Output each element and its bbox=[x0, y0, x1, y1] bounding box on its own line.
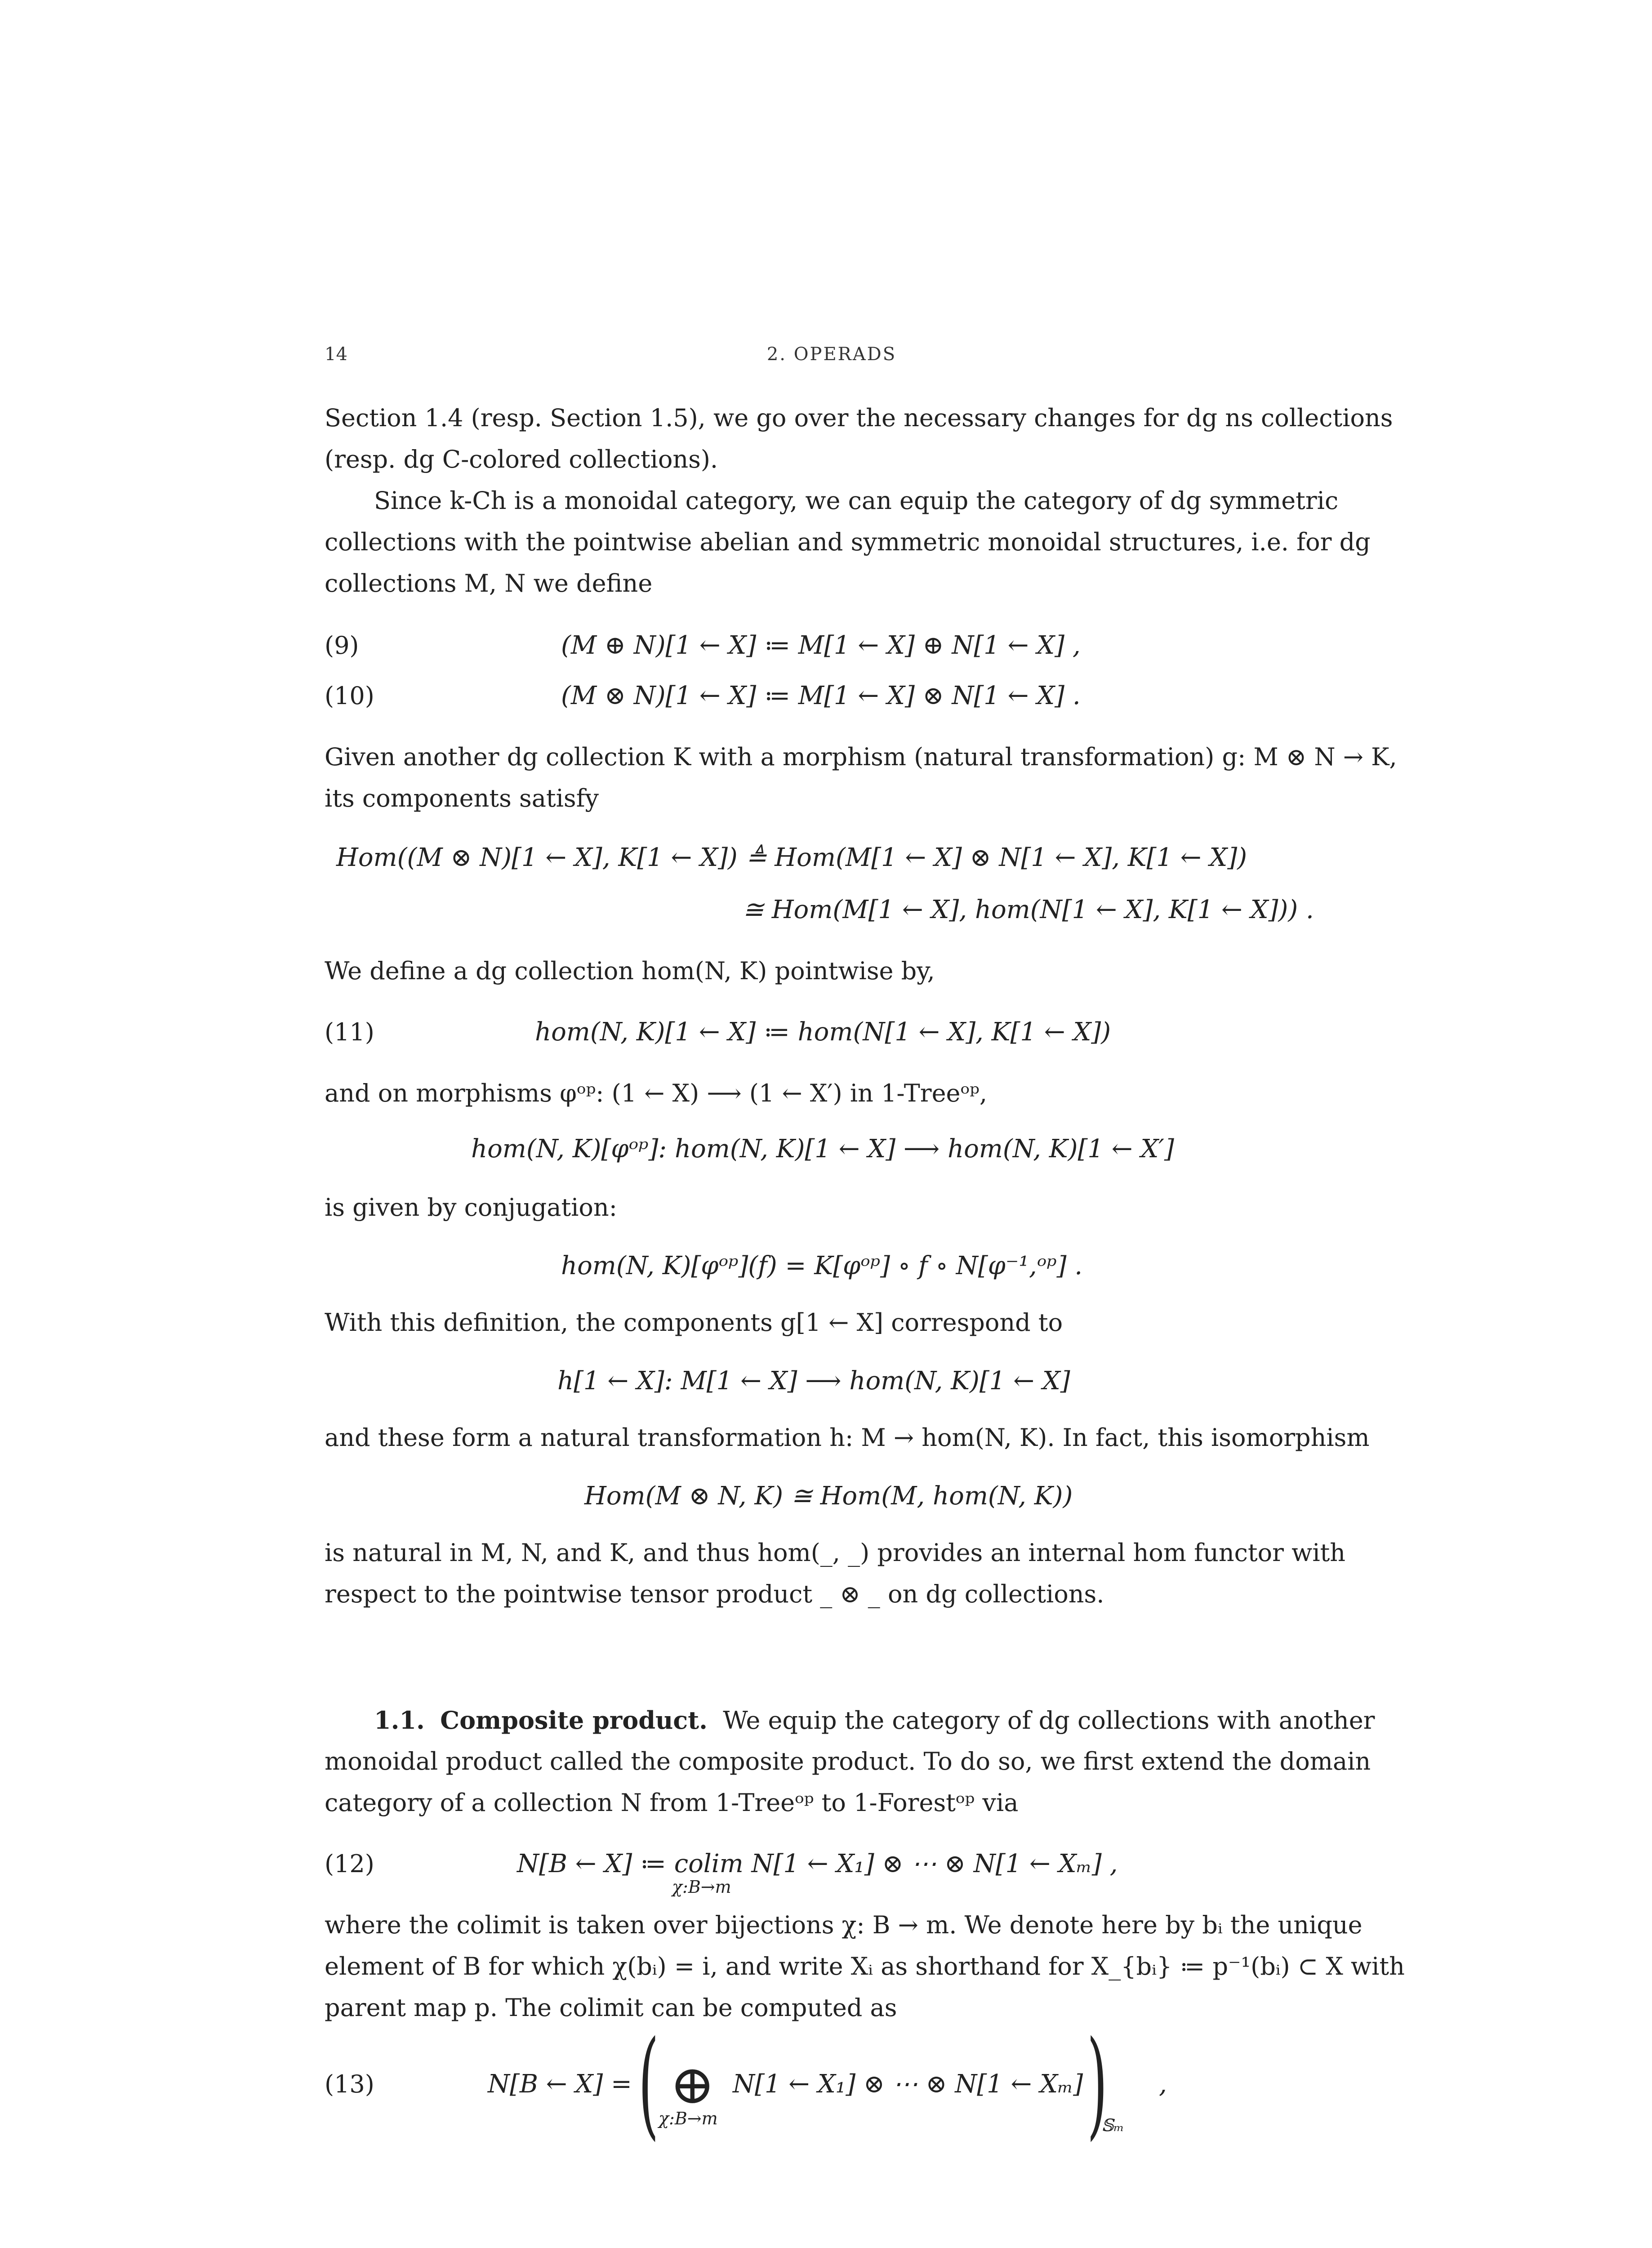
paragraph-line: With this definition, the components g[1 ← X] correspond to bbox=[325, 1308, 1063, 1337]
paragraph-line: category of a collection N from 1-Treeᵒᵖ to 1-Forestᵒᵖ via bbox=[325, 1789, 1019, 1817]
page-number: 14 bbox=[325, 344, 347, 365]
equation-label: (13) bbox=[325, 2070, 374, 2098]
equation-9: (M ⊕ N)[1 ← X] ≔ M[1 ← X] ⊕ N[1 ← X] , bbox=[561, 631, 1081, 660]
equation-13-comma: , bbox=[1159, 2070, 1167, 2099]
section-heading bbox=[374, 1699, 1375, 1741]
right-paren: ) bbox=[1087, 2016, 1108, 2152]
paragraph-line: and these form a natural transformation h: M → hom(N, K). In fact, this isomorphism bbox=[325, 1423, 1370, 1452]
hom-equation-line-1: Hom((M ⊗ N)[1 ← X], K[1 ← X]) ≜ Hom(M[1 ← X] ⊗ N[1 ← X], K[1 ← X]) bbox=[336, 843, 1247, 872]
equation-12: N[B ← X] ≔ colim N[1 ← X₁] ⊗ ⋯ ⊗ N[1 ← Xₘ] , bbox=[517, 1849, 1118, 1878]
equation-label: (12) bbox=[325, 1850, 374, 1878]
quotient-subscript: 𝕊ₘ bbox=[1101, 2115, 1124, 2135]
h-map: h[1 ← X]: M[1 ← X] ⟶ hom(N, K)[1 ← X] bbox=[557, 1366, 1070, 1396]
paragraph-line: collections with the pointwise abelian and symmetric monoidal structures, i.e. for dg bbox=[325, 528, 1371, 556]
paragraph-line: collections M, N we define bbox=[325, 569, 653, 598]
section-title: Composite product. bbox=[440, 1706, 708, 1735]
equation-label: (9) bbox=[325, 631, 359, 660]
paragraph-line: is given by conjugation: bbox=[325, 1193, 617, 1222]
direct-sum-symbol: ⊕ bbox=[670, 2054, 715, 2116]
left-paren: ( bbox=[638, 2016, 659, 2152]
paragraph-line: Given another dg collection K with a morphism (natural transformation) g: M ⊗ N → K, bbox=[325, 743, 1397, 771]
equation-13-body: N[1 ← X₁] ⊗ ⋯ ⊗ N[1 ← Xₘ] bbox=[733, 2070, 1083, 2099]
hom-equation-line-2: ≅ Hom(M[1 ← X], hom(N[1 ← X], K[1 ← X])) . bbox=[743, 895, 1314, 924]
paragraph-line: element of B for which χ(bᵢ) = i, and write Xᵢ as shorthand for X_{bᵢ} ≔ p⁻¹(bᵢ) ⊂ X with bbox=[325, 1952, 1405, 1980]
paragraph-line: Since k-Ch is a monoidal category, we can equip the category of dg symmetric bbox=[374, 486, 1339, 515]
conjugation-formula: hom(N, K)[φᵒᵖ](f) = K[φᵒᵖ] ∘ f ∘ N[φ⁻¹,ᵒᵖ] . bbox=[561, 1251, 1083, 1280]
running-header: 2. OPERADS bbox=[766, 344, 897, 365]
equation-13-lhs: N[B ← X] = bbox=[488, 2070, 632, 2099]
paragraph-line: (resp. dg C-colored collections). bbox=[325, 445, 718, 473]
paragraph-line: We define a dg collection hom(N, K) pointwise by, bbox=[325, 957, 935, 985]
equation-10: (M ⊗ N)[1 ← X] ≔ M[1 ← X] ⊗ N[1 ← X] . bbox=[561, 681, 1081, 710]
paragraph-line: and on morphisms φᵒᵖ: (1 ← X) ⟶ (1 ← X′) in 1-Treeᵒᵖ, bbox=[325, 1079, 988, 1107]
paragraph-line: is natural in M, N, and K, and thus hom(_, _) provides an internal hom functor with bbox=[325, 1539, 1346, 1567]
paragraph-line: monoidal product called the composite product. To do so, we first extend the domain bbox=[325, 1747, 1371, 1775]
colim-subscript: χ:B→m bbox=[672, 1877, 731, 1897]
paragraph-line: its components satisfy bbox=[325, 784, 599, 812]
paragraph-line: respect to the pointwise tensor product _ ⊗ _ on dg collections. bbox=[325, 1580, 1104, 1608]
paragraph-line: Section 1.4 (resp. Section 1.5), we go over the necessary changes for dg ns collections bbox=[325, 404, 1393, 432]
paragraph-line: parent map p. The colimit can be computed as bbox=[325, 1994, 897, 2022]
equation-label: (10) bbox=[325, 682, 374, 710]
adjunction-iso: Hom(M ⊗ N, K) ≅ Hom(M, hom(N, K)) bbox=[584, 1481, 1073, 1511]
equation-11: hom(N, K)[1 ← X] ≔ hom(N[1 ← X], K[1 ← X]) bbox=[535, 1017, 1111, 1047]
sum-subscript: χ:B→m bbox=[659, 2109, 718, 2128]
section-text: We equip the category of dg collections with another bbox=[723, 1706, 1375, 1735]
conjugation-map: hom(N, K)[φᵒᵖ]: hom(N, K)[1 ← X] ⟶ hom(N, K)[1 ← X′] bbox=[471, 1134, 1174, 1164]
paragraph-line: where the colimit is taken over bijections χ: B → m. We denote here by bᵢ the unique bbox=[325, 1911, 1363, 1939]
equation-label: (11) bbox=[325, 1018, 374, 1046]
section-number: 1.1. bbox=[374, 1706, 425, 1735]
